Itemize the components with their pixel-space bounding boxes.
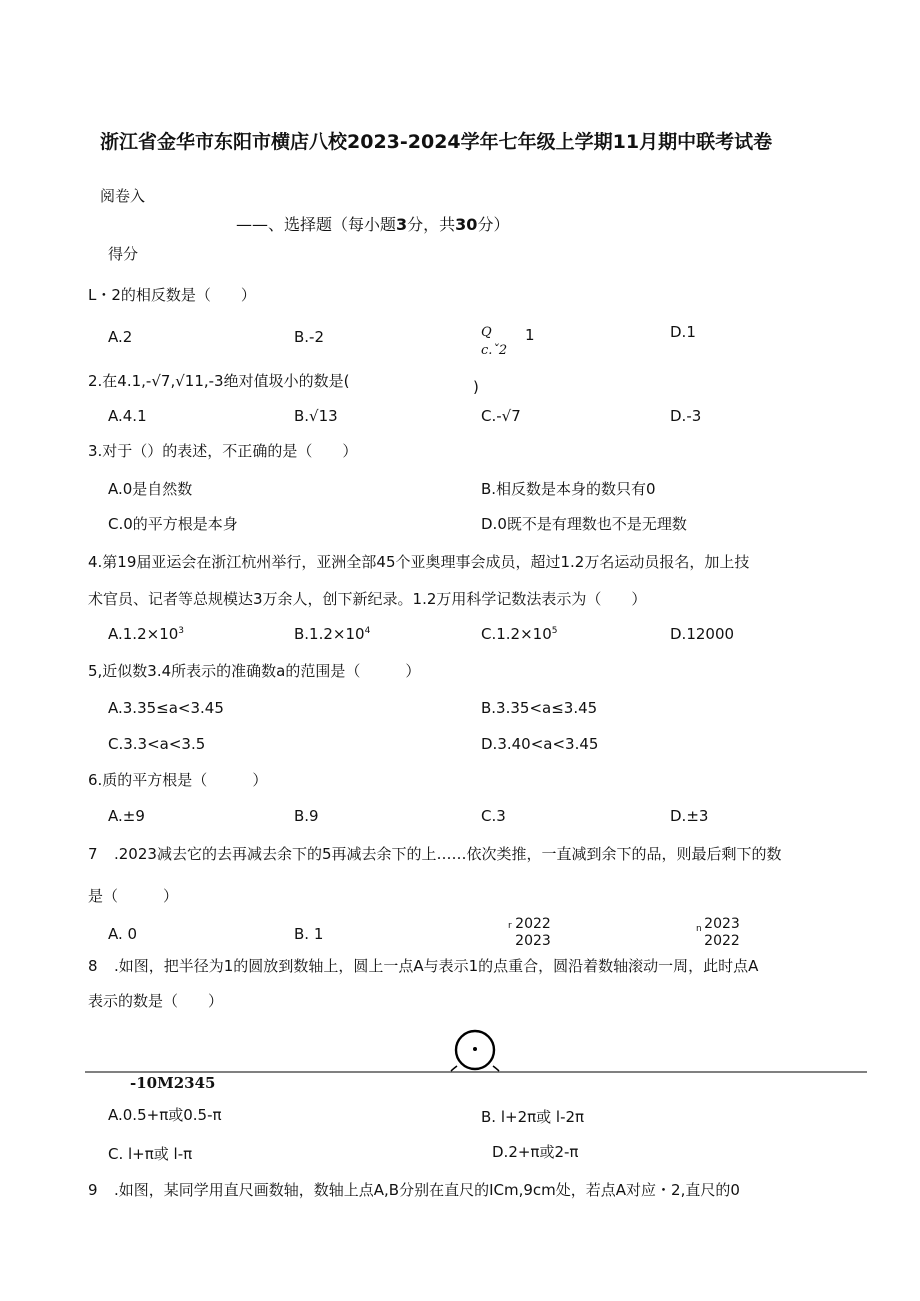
q8-option-b: B. l+2π或 l-2π [481,1108,585,1126]
question-4-line2: 术官员、记者等总规模达3万余人，创下新纪录。1.2万用科学记数法表示为（ ） [88,590,647,608]
q7-option-a: A. 0 [108,925,138,943]
q4-option-b: $B.1.2\times 10^4$ [294,625,371,643]
page-title: 浙江省金华市东阳市横店八校2023-2024学年七年级上学期11月期中联考试卷 [100,131,773,153]
question-1-stem: L・2的相反数是（ ） [88,286,256,304]
q7-option-d-numerator: 2023 [704,916,740,932]
question-7-line1: .2023减去它的去再减去余下的5再减去余下的上……依次类推，一直减到余下的品，则最后剩下的数 [114,845,782,863]
q8-option-c: C. l+π或 l-π [108,1145,193,1163]
q3-option-a: A.0是自然数 [108,480,193,498]
question-8-line2: 表示的数是（ ） [88,992,224,1010]
question-6-stem: 6.质的平方根是（ ） [88,771,268,789]
q7-option-d-mark: n [696,924,702,934]
q1-option-a: A.2 [108,328,133,346]
question-5-stem: 5,近似数3.4所表示的准确数a的范围是（ ） [88,662,421,680]
q3-option-d: D.0既不是有理数也不是无理数 [481,515,687,533]
q5-option-a: A.3.35≤a<3.45 [108,699,224,717]
section-heading [236,216,509,234]
q5-option-b: B.3.35<a≤3.45 [481,699,598,717]
q4-option-a: $A.1.2\times 10^3$ [108,625,185,643]
section-prefix: ——、选择题（每小题 [236,215,397,234]
question-2-stem: 2.在4.1,-√7,√11,-3绝对值圾小的数是( [88,372,350,390]
score-label: 得分 [108,245,139,263]
q2-option-a: A.4.1 [108,407,147,425]
q6-option-d: D.±3 [670,807,709,825]
q5-option-d: D.3.40<a<3.45 [481,735,599,753]
q6-option-a: A.±9 [108,807,145,825]
q2-option-b: B.√13 [294,407,338,425]
q1-option-d: D.1 [670,323,696,341]
q1-option-c-bottom: c.ˇ2 [481,343,508,358]
question-2-close: ) [473,378,479,396]
question-3-stem: 3.对于（）的表述，不正确的是（ ） [88,442,358,460]
question-7-number: 7 [88,845,98,863]
q1-option-b: B.-2 [294,328,325,346]
section-middle: 分，共 [407,215,456,234]
q4-option-c: $C.1.2\times 10^5$ [481,625,558,643]
q8-option-d: D.2+π或2-π [492,1143,579,1161]
q3-option-c: C.0的平方根是本身 [108,515,238,533]
q7-option-c-numerator: 2022 [515,916,551,932]
q7-option-c-fraction [513,916,553,950]
question-9-number: 9 [88,1181,98,1199]
section-total-score: 30 [455,215,478,234]
circle-center-dot [473,1047,477,1051]
question-8-line1: .如图，把半径为1的圆放到数轴上，圆上一点A与表示1的点重合，圆沿着数轴滚动一周，此时点A [114,957,759,975]
q1-option-c-top: Q [481,325,492,340]
question-8-number: 8 [88,957,98,975]
section-per-score: 3 [396,215,408,234]
q7-option-b: B. 1 [294,925,324,943]
q7-option-d-fraction [702,916,742,950]
number-line-figure [85,1028,870,1078]
question-7-line2: 是（ ） [88,887,179,905]
q6-option-c: C.3 [481,807,506,825]
q7-option-d-denominator: 2022 [704,933,740,949]
q7-option-c-mark: r [508,921,512,931]
q2-option-c: C.-√7 [481,407,521,425]
q5-option-c: C.3.3<a<3.5 [108,735,206,753]
reviewer-label: 阅卷入 [100,187,146,205]
question-9-line1: .如图，某同学用直尺画数轴，数轴上点A,B分别在直尺的ICm,9cm处，若点A对应・2,直尺的0 [114,1181,740,1199]
q4-option-d: D.12000 [670,625,735,643]
section-suffix: 分） [477,215,510,234]
q6-option-b: B.9 [294,807,319,825]
q1-option-c-num: 1 [525,326,535,344]
question-4-line1: 4.第19届亚运会在浙江杭州举行，亚洲全部45个亚奥理事会成员，超过1.2万名运动员报名，加上技 [88,553,750,571]
q7-option-c-denominator: 2023 [515,933,551,949]
q3-option-b: B.相反数是本身的数只有0 [481,480,656,498]
q8-option-a: A.0.5+π或0.5-π [108,1106,222,1124]
number-line-labels: -10M2345 [130,1074,216,1092]
q2-option-d: D.-3 [670,407,702,425]
